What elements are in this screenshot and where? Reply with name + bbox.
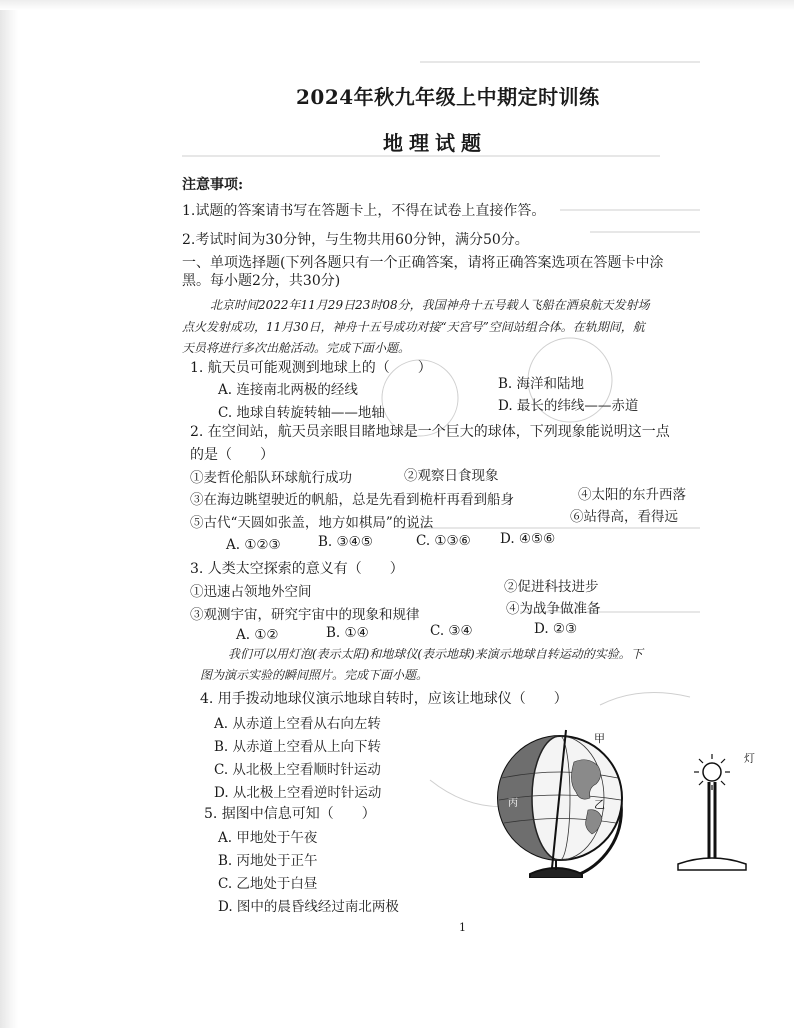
label-jia: 甲 — [594, 732, 605, 745]
subject-title: 地理试题 — [383, 131, 487, 155]
label-yi: 乙 — [594, 798, 605, 811]
q2-option-d: D. ④⑤⑥ — [500, 531, 556, 547]
q2-item-1: ①麦哲伦船队环球航行成功 — [190, 470, 352, 486]
q2-option-b: B. ③④⑤ — [318, 534, 373, 550]
q3-item-3: ③观测宇宙，研究宇宙中的现象和规律 — [190, 607, 420, 623]
lamp — [678, 754, 746, 870]
label-lamp: 灯 — [744, 752, 755, 765]
q4-option-a: A. 从赤道上空看从右向左转 — [214, 716, 381, 732]
q2-item-3: ③在海边眺望驶近的帆船，总是先看到桅杆再看到船身 — [190, 492, 514, 508]
passage-2-line-1: 我们可以用灯泡(表示太阳)和地球仪(表示地球)来演示地球自转运动的实验。下 — [228, 647, 643, 661]
q5-option-b: B. 丙地处于正午 — [218, 853, 318, 869]
q3-item-4: ④为战争做准备 — [506, 601, 601, 617]
q1-stem: 1. 航天员可能观测到地球上的（ ） — [190, 360, 432, 376]
q3-item-1: ①迅速占领地外空间 — [190, 584, 312, 600]
q3-option-b: B. ①④ — [326, 625, 369, 641]
q5-option-c: C. 乙地处于白昼 — [218, 876, 318, 892]
exam-title: 2024年秋九年级上中期定时训练 — [296, 85, 600, 109]
q2-option-c: C. ①③⑥ — [416, 533, 471, 549]
q1-option-b: B. 海洋和陆地 — [498, 376, 585, 392]
q4-option-d: D. 从北极上空看逆时针运动 — [214, 785, 382, 801]
q3-option-a: A. ①② — [236, 627, 279, 643]
section-1-heading: 一、单项选择题(下列各题只有一个正确答案，请将正确答案选项在答题卡中涂 — [182, 255, 664, 271]
section-1-heading-cont: 黑。每小题2分，共30分) — [182, 273, 341, 289]
q2-item-6: ⑥站得高，看得远 — [570, 509, 678, 525]
notice-2: 2.考试时间为30分钟，与生物共用60分钟，满分50分。 — [182, 232, 529, 248]
q3-item-2: ②促进科技进步 — [504, 579, 599, 595]
q5-stem: 5. 据图中信息可知（ ） — [204, 806, 376, 822]
q1-option-a: A. 连接南北两极的经线 — [218, 382, 358, 398]
q5-option-a: A. 甲地处于午夜 — [218, 830, 318, 846]
q3-stem: 3. 人类太空探索的意义有（ ） — [190, 561, 404, 577]
q4-option-c: C. 从北极上空看顺时针运动 — [214, 762, 381, 778]
passage-1-line-3: 天员将进行多次出舱活动。完成下面小题。 — [182, 341, 411, 355]
q2-stem: 2. 在空间站，航天员亲眼目睹地球是一个巨大的球体，下列现象能说明这一点 — [190, 424, 670, 440]
globe-lamp-figure — [490, 728, 780, 878]
page-number: 1 — [459, 921, 466, 934]
q1-option-c: C. 地球自转旋转轴——地轴 — [218, 405, 385, 421]
q3-option-c: C. ③④ — [430, 623, 473, 639]
q2-item-2: ②观察日食现象 — [404, 468, 499, 484]
q3-option-d: D. ②③ — [534, 621, 578, 637]
q5-option-d: D. 图中的晨昏线经过南北两极 — [218, 899, 399, 915]
passage-2-line-2: 图为演示实验的瞬间照片。完成下面小题。 — [200, 668, 429, 682]
q1-option-d: D. 最长的纬线——赤道 — [498, 398, 639, 414]
q4-stem: 4. 用手拨动地球仪演示地球自转时，应该让地球仪（ ） — [200, 691, 568, 707]
label-bing: 丙 — [508, 798, 518, 809]
q2-item-4: ④太阳的东升西落 — [578, 487, 686, 503]
q2-stem-cont: 的是（ ） — [190, 447, 274, 463]
notice-1: 1.试题的答案请书写在答题卡上，不得在试卷上直接作答。 — [182, 203, 546, 219]
notice-heading: 注意事项: — [182, 177, 244, 193]
passage-1-line-1: 北京时间2022年11月29日23时08分，我国神舟十五号载人飞船在酒泉航天发射场 — [210, 298, 650, 312]
globe-stand — [530, 860, 582, 878]
passage-1-line-2: 点火发射成功，11月30日，神舟十五号成功对接“天宫号”空间站组合体。在轨期间，航 — [182, 320, 645, 334]
q2-option-a: A. ①②③ — [226, 537, 281, 553]
q4-option-b: B. 从赤道上空看从上向下转 — [214, 739, 382, 755]
q2-item-5: ⑤古代“天圆如张盖，地方如棋局”的说法 — [190, 515, 434, 531]
